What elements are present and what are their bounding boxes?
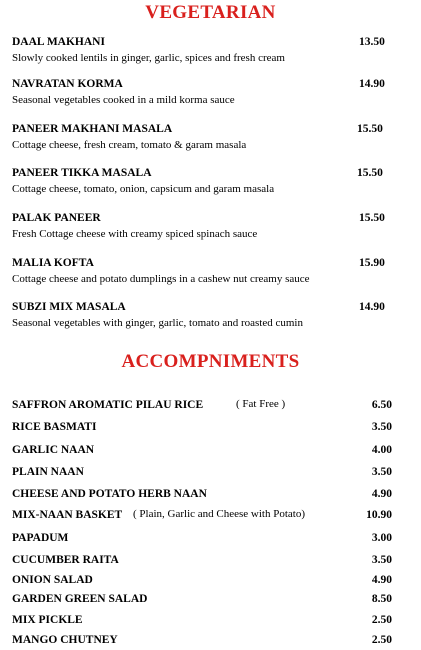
item-name: DAAL MAKHANI [12,36,105,48]
item-price: 15.50 [357,123,383,135]
item-note: ( Fat Free ) [236,398,286,410]
item-name: CUCUMBER RAITA [12,554,119,566]
item-price: 3.50 [371,421,392,433]
menu-item-mix-pickle [12,613,392,627]
item-name: GARDEN GREEN SALAD [12,593,148,605]
menu-item-garden-green-salad [12,592,392,606]
menu-item-daal-makhani [12,35,390,65]
menu-item-cucumber-raita [12,553,392,567]
item-description: Slowly cooked lentils in ginger, garlic, spices and fresh cream [12,52,285,64]
item-price: 4.90 [371,574,392,586]
menu-item-garlic-naan [12,443,392,457]
item-name: PLAIN NAAN [12,466,84,478]
item-name: GARLIC NAAN [12,444,95,456]
item-price: 13.50 [359,36,385,48]
item-price: 6.50 [371,399,392,411]
item-price: 3.00 [371,532,392,544]
item-price: 14.90 [359,78,385,90]
menu-item-paneer-tikka-masala [12,166,390,196]
item-price: 15.50 [357,167,383,179]
item-name: MIX PICKLE [12,614,83,626]
menu-item-saffron-pilau-rice [12,398,392,412]
item-price: 10.90 [366,509,392,521]
menu-item-onion-salad [12,573,392,587]
item-name: PANEER MAKHANI MASALA [12,123,173,135]
item-price: 4.90 [371,488,392,500]
item-price: 2.50 [371,634,392,646]
menu-item-cheese-potato-herb-naan [12,487,392,501]
vegetarian-heading: VEGETARIAN [145,2,276,23]
menu-item-navratan-korma [12,77,390,107]
item-name: PANEER TIKKA MASALA [12,167,152,179]
item-note: ( Plain, Garlic and Cheese with Potato) [133,508,305,520]
item-name: SAFFRON AROMATIC PILAU RICE [12,399,204,411]
menu-item-mango-chutney [12,633,392,647]
item-name: CHEESE AND POTATO HERB NAAN [12,488,207,500]
item-description: Cottage cheese, fresh cream, tomato & garam masala [12,139,247,151]
item-name: SUBZI MIX MASALA [12,301,126,313]
item-price: 4.00 [371,444,392,456]
item-description: Fresh Cottage cheese with creamy spiced spinach sauce [12,228,258,240]
menu-item-papadum [12,531,392,545]
item-price: 3.50 [371,554,392,566]
item-price: 14.90 [359,301,385,313]
item-price: 8.50 [371,593,392,605]
menu-item-paneer-makhani-masala [12,122,390,152]
item-name: MALIA KOFTA [12,257,94,269]
item-name: MANGO CHUTNEY [12,634,118,646]
menu-item-mix-naan-basket [12,508,392,522]
menu-item-palak-paneer [12,211,390,241]
item-name: MIX-NAAN BASKET [12,509,123,521]
menu-item-plain-naan [12,465,392,479]
item-name: RICE BASMATI [12,421,97,433]
item-description: Seasonal vegetables with ginger, garlic, tomato and roasted cumin [12,317,303,329]
item-name: PAPADUM [12,532,69,544]
item-description: Cottage cheese and potato dumplings in a cashew nut creamy sauce [12,273,310,285]
item-name: ONION SALAD [12,574,93,586]
item-description: Seasonal vegetables cooked in a mild korma sauce [12,94,235,106]
item-name: NAVRATAN KORMA [12,78,123,90]
accompaniments-heading: ACCOMPNIMENTS [121,351,300,372]
item-description: Cottage cheese, tomato, onion, capsicum and garam masala [12,183,275,195]
menu-item-subzi-mix-masala [12,300,390,330]
item-name: PALAK PANEER [12,212,101,224]
item-price: 2.50 [371,614,392,626]
menu-item-malia-kofta [12,256,390,286]
item-price: 15.90 [359,257,385,269]
menu-item-rice-basmati [12,420,392,434]
item-price: 3.50 [371,466,392,478]
item-price: 15.50 [359,212,385,224]
